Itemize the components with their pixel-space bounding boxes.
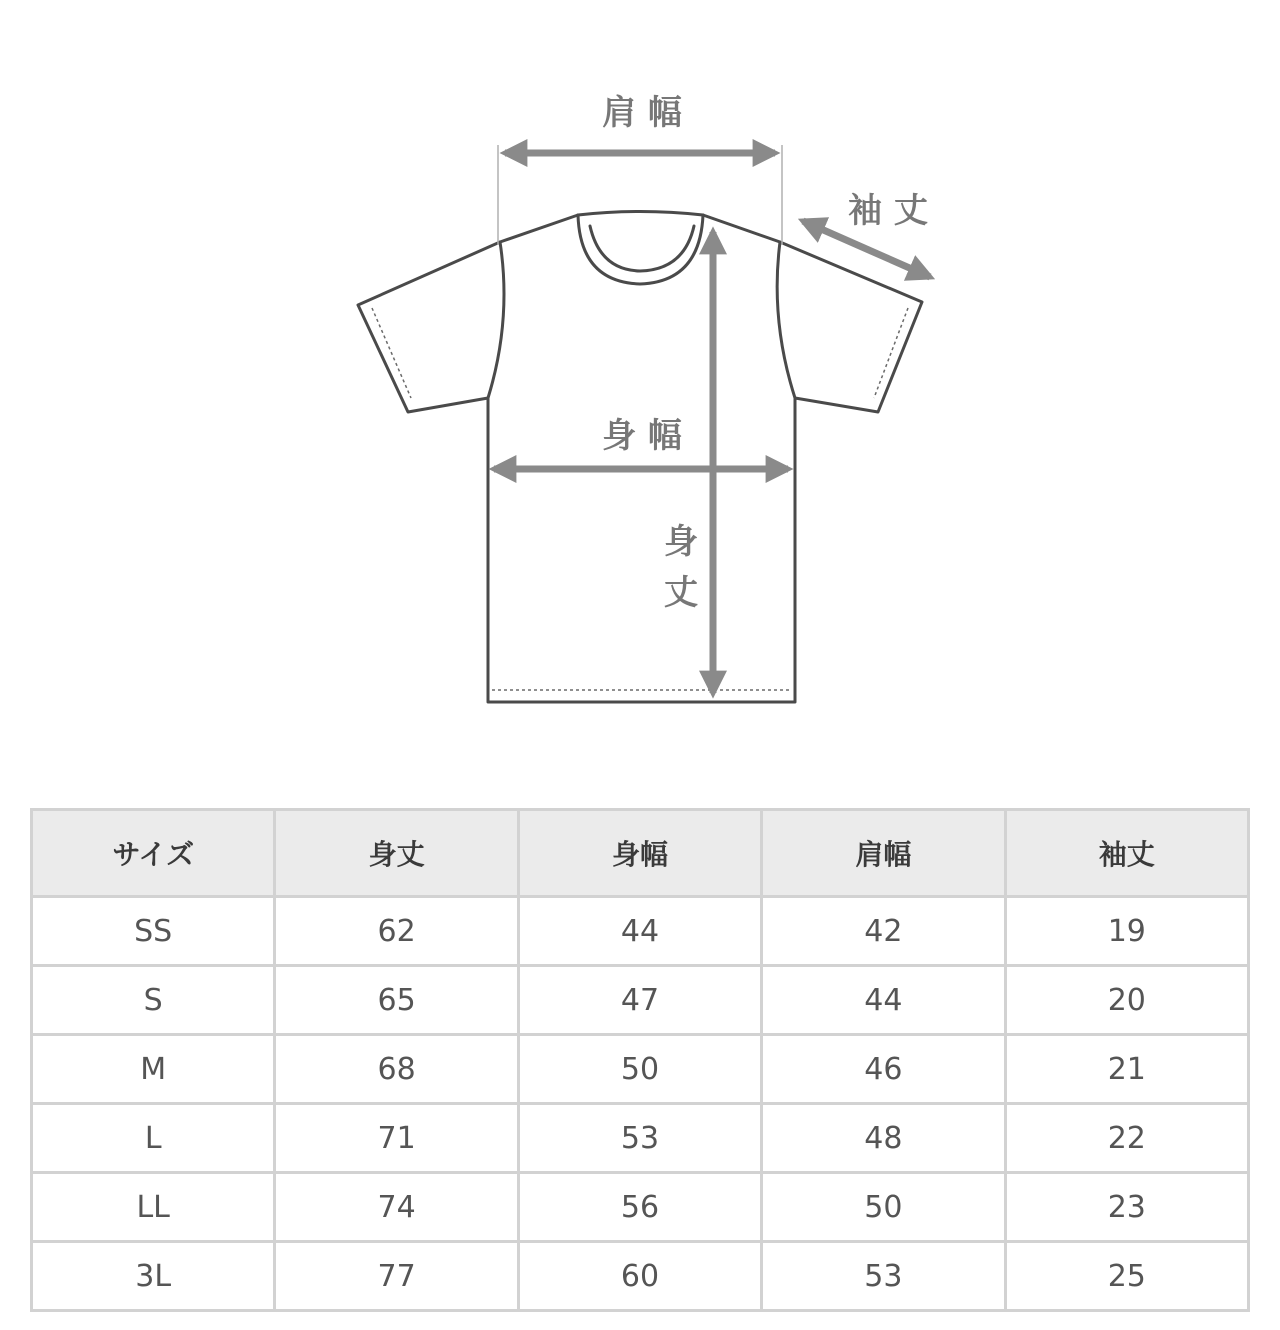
header-sleeve-length: 袖丈	[1005, 810, 1248, 897]
table-cell: 56	[518, 1173, 761, 1242]
table-cell: 44	[518, 897, 761, 966]
body-width-label: 身 幅	[602, 416, 682, 456]
table-cell: 53	[518, 1104, 761, 1173]
table-cell: 77	[275, 1242, 518, 1311]
table-cell: 44	[762, 966, 1005, 1035]
sleeve-length-label: 袖 丈	[848, 191, 928, 231]
table-cell: 50	[518, 1035, 761, 1104]
tshirt-left-armhole	[488, 242, 504, 398]
table-cell: 20	[1005, 966, 1248, 1035]
tshirt-outline	[358, 212, 922, 703]
table-row	[32, 1173, 1249, 1242]
table-cell: 53	[762, 1242, 1005, 1311]
table-row	[32, 1035, 1249, 1104]
table-cell: L	[32, 1104, 275, 1173]
table-cell: 62	[275, 897, 518, 966]
tshirt-hem-stitches	[372, 308, 908, 690]
header-size: サイズ	[32, 810, 275, 897]
table-cell: LL	[32, 1173, 275, 1242]
table-cell: S	[32, 966, 275, 1035]
table-cell: M	[32, 1035, 275, 1104]
tshirt-neckline-top	[578, 212, 703, 216]
body-length-label-top: 身	[664, 522, 698, 562]
header-shoulder-width: 肩幅	[762, 810, 1005, 897]
tshirt-collar-inner	[590, 226, 694, 271]
size-table	[30, 808, 1250, 1312]
table-row	[32, 966, 1249, 1035]
table-cell: 46	[762, 1035, 1005, 1104]
table-header-row	[32, 810, 1249, 897]
table-cell: 47	[518, 966, 761, 1035]
shoulder-guide-lines	[498, 145, 782, 245]
table-cell: 68	[275, 1035, 518, 1104]
header-body-length: 身丈	[275, 810, 518, 897]
table-cell: 21	[1005, 1035, 1248, 1104]
table-row	[32, 1104, 1249, 1173]
table-cell: 42	[762, 897, 1005, 966]
table-cell: 23	[1005, 1173, 1248, 1242]
tshirt-right-armhole	[777, 242, 795, 398]
table-cell: 3L	[32, 1242, 275, 1311]
table-cell: 74	[275, 1173, 518, 1242]
table-cell: 60	[518, 1242, 761, 1311]
header-body-width: 身幅	[518, 810, 761, 897]
table-cell: 71	[275, 1104, 518, 1173]
measurement-arrows	[494, 153, 930, 693]
table-cell: SS	[32, 897, 275, 966]
tshirt-body	[358, 215, 922, 702]
table-row	[32, 897, 1249, 966]
table-cell: 48	[762, 1104, 1005, 1173]
table-cell: 50	[762, 1173, 1005, 1242]
table-cell: 19	[1005, 897, 1248, 966]
shoulder-width-label: 肩 幅	[602, 93, 682, 133]
table-cell: 25	[1005, 1242, 1248, 1311]
table-cell: 22	[1005, 1104, 1248, 1173]
table-row	[32, 1242, 1249, 1311]
table-cell: 65	[275, 966, 518, 1035]
body-length-label-bottom: 丈	[664, 573, 698, 613]
